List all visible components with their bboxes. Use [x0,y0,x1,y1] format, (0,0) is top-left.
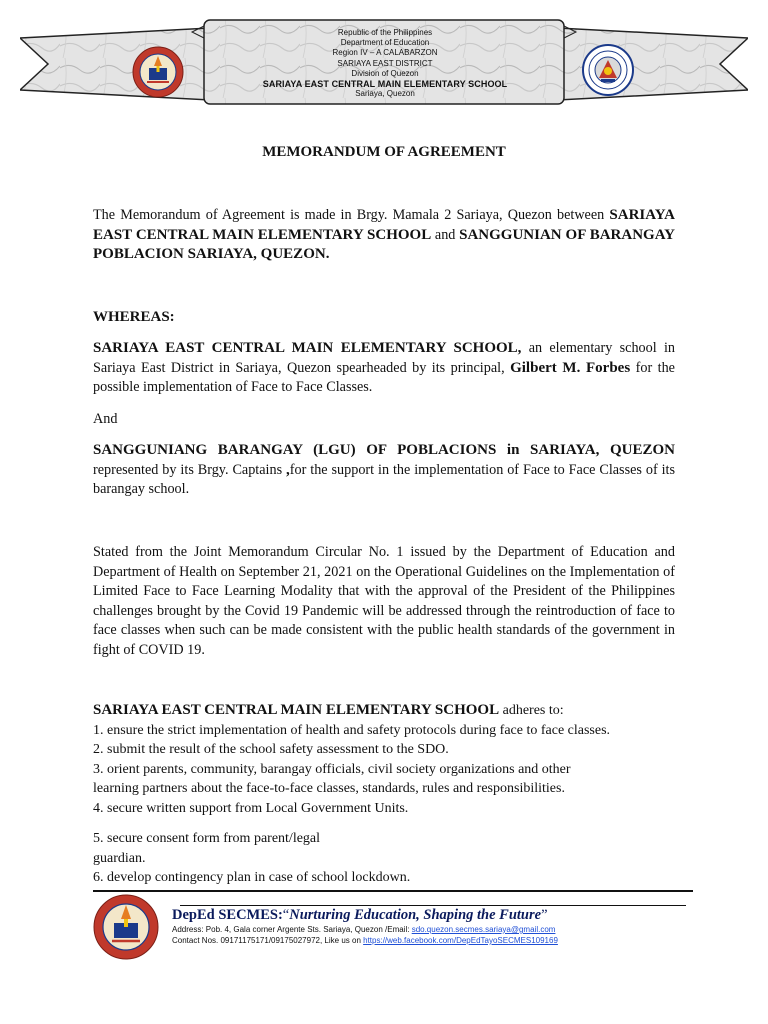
footer-address [172,924,692,935]
list-item: 4. secure written support from Local Government Units. [93,800,409,816]
footer-divider-thick [93,890,693,892]
circular-paragraph: Stated from the Joint Memorandum Circular No. 1 issued by the Department of Education and Department of Health on September 21, 2021 on the Operational Guidelines on the Implementation of Limited Face to Face Learning Modality that with the approval of the President of the Philippines challenges brought by the Covid 19 Pandemic will be addressed through the reintroduction of face to face classes when such can be made consistent with the public health standards of the government in fight of COVID 19. [93,544,675,658]
adheres-list [93,701,693,818]
footer-contact [172,935,692,946]
footer-facebook-link[interactable]: https://web.facebook.com/DepEdTayoSECMES109169 [363,936,558,945]
adheres-school-name: SARIAYA EAST CENTRAL MAIN ELEMENTARY SCHOOL [93,702,500,718]
party2-text-a: represented by its Brgy. Captains [93,461,287,478]
whereas-label: WHEREAS: [93,309,175,325]
footer-quote-close: ” [541,907,548,923]
footer-text [172,907,692,946]
party1-name: SARIAYA EAST CENTRAL MAIN ELEMENTARY SCHOOL, [93,340,522,356]
adheres-text: adheres to: [499,703,564,718]
party2-name: SANGGUNIANG BARANGAY (LGU) OF POBLACIONS in SARIAYA, QUEZON [93,442,675,458]
adheres-heading [93,701,693,721]
deped-seal-icon [582,44,634,101]
list-item: 3. orient parents, community, barangay officials, civil society organizations and other [93,761,571,777]
intro-party-barangay: SANGGUNIAN OF BARANGAY POBLACION SARIAYA, QUEZON. [93,226,675,262]
adheres-list-continued [93,829,693,888]
letterhead-text [210,28,560,99]
footer-motto [172,907,692,924]
party2-comma: , [286,461,290,478]
letterhead-republic: Republic of the Philippines [337,28,433,37]
whereas-heading [93,308,675,328]
footer-address-label: Address: Pob. 4, Gala corner Argente Sts. Sariaya, Quezon /Email: [172,925,412,934]
letterhead-region: Region IV – A CALABARZON [332,48,438,58]
document-title: MEMORANDUM OF AGREEMENT [262,144,506,160]
footer-email-link[interactable]: sdo.quezon.secmes.sariaya@gmail.com [411,925,556,934]
principal-name: Gilbert M. Forbes [510,359,631,376]
intro-and: and [431,226,460,243]
party2-paragraph [93,441,675,500]
list-item: 5. secure consent form from parent/legal [93,831,321,846]
list-item: 2. submit the result of the school safety assessment to the SDO. [93,742,449,757]
intro-text: The Memorandum of Agreement is made in Brgy. Mamala 2 Sariaya, Quezon between [93,207,605,223]
letterhead-school: SARIAYA EAST CENTRAL MAIN ELEMENTARY SCHOOL [262,79,508,90]
party1-text-a: an elementary school in Sariaya East District in Sariaya, Quezon spearheaded by its principal, [93,340,675,376]
footer-tagline: Nurturing Education, Shaping the Future [289,907,542,923]
footer-divider-thin [180,905,686,906]
footer-brand: DepEd SECMES: [172,907,283,923]
footer-contact-label: Contact Nos. 09171175171/09175027972, Like us on [172,936,364,945]
intro-party-school: SARIAYA EAST CENTRAL MAIN ELEMENTARY SCHOOL [93,207,675,243]
letterhead-department: Department of Education [340,38,430,48]
letterhead-location: Sariaya, Quezon [355,89,415,99]
list-item: 1. ensure the strict implementation of health and safety protocols during face to face classes. [93,722,611,738]
party1-paragraph [93,339,675,398]
letterhead-division: Division of Quezon [351,68,419,78]
list-item: guardian. [93,850,146,866]
list-item: 6. develop contingency plan in case of school lockdown. [93,870,411,885]
footer-school-seal-icon [90,893,162,966]
party2-text-b: for the support in the implementation of Face to Face Classes of its barangay school. [93,461,675,497]
list-item: learning partners about the face-to-face classes, standards, rules and responsibilities. [93,781,565,796]
and-line: And [93,411,118,427]
party1-text-b: for the possible implementation of Face to Face Classes. [93,359,675,395]
intro-paragraph [93,206,675,265]
school-seal-icon [132,46,184,103]
footer-quote-open: “ [282,907,290,923]
letterhead-district: SARIAYA EAST DISTRICT [337,58,433,68]
